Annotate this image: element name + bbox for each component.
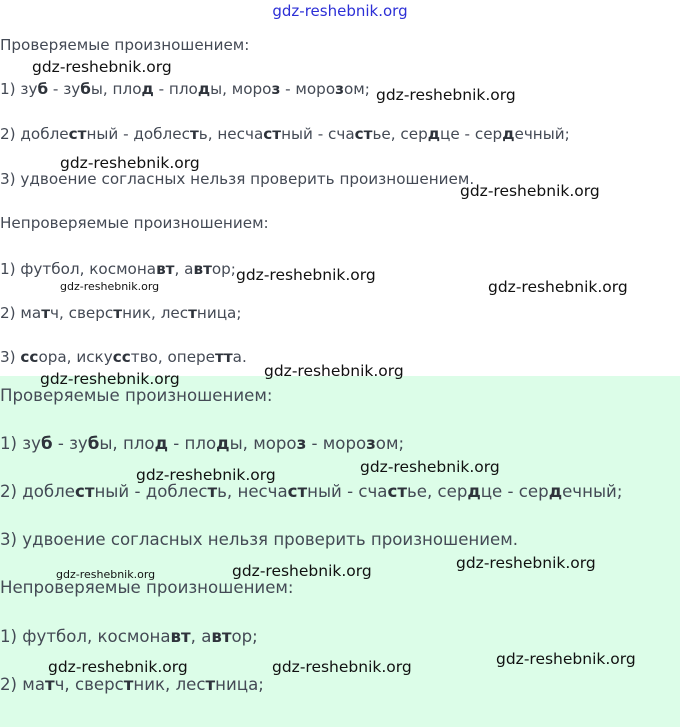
highlighted-letter: д — [427, 125, 441, 143]
watermark: gdz-reshebnik.org — [496, 650, 636, 668]
text-segment: ник, лес — [122, 304, 189, 322]
highlighted-letter: вт — [193, 260, 212, 278]
panel-checkable-item-1 — [0, 434, 404, 453]
watermark-top: gdz-reshebnik.org — [272, 2, 408, 20]
text-segment: ь, несча — [198, 125, 264, 143]
text-segment: ник, лес — [133, 675, 206, 694]
checkable-item-1 — [0, 80, 370, 98]
highlighted-letter: вт — [156, 260, 175, 278]
text-segment: ч, сверс — [54, 675, 124, 694]
text-segment: ь, несча — [217, 482, 288, 501]
text-segment: 3) удвоение согласных нельзя проверить произношением. — [0, 170, 475, 188]
highlighted-letter: д — [154, 434, 168, 453]
text-segment: , а — [174, 260, 194, 278]
highlighted-letter: т — [205, 675, 216, 694]
highlighted-letter: б — [37, 80, 49, 98]
checkable-item-3 — [0, 170, 474, 188]
watermark: gdz-reshebnik.org — [136, 466, 276, 484]
highlighted-letter: д — [197, 80, 211, 98]
highlighted-letter: сс — [112, 348, 131, 366]
text-segment: ный - сча — [281, 125, 355, 143]
text-segment: ы, моро — [210, 80, 272, 98]
text-segment: ор; — [231, 627, 258, 646]
text-segment: це - сер — [440, 125, 503, 143]
text-segment: ечный; — [514, 125, 570, 143]
highlighted-letter: т — [207, 482, 218, 501]
watermark: gdz-reshebnik.org — [56, 568, 156, 581]
highlighted-letter: вт — [211, 627, 232, 646]
highlighted-letter: т — [45, 675, 55, 694]
highlighted-letter: з — [366, 434, 376, 453]
text-segment: ница; — [196, 304, 242, 322]
watermark: gdz-reshebnik.org — [60, 154, 200, 172]
highlighted-letter: вт — [170, 627, 191, 646]
text-segment: - пло — [153, 80, 198, 98]
panel-heading-checkable: Проверяемые произношением: — [0, 386, 273, 405]
watermark: gdz-reshebnik.org — [32, 58, 172, 76]
watermark: gdz-reshebnik.org — [236, 266, 376, 284]
highlighted-letter: з — [335, 80, 344, 98]
highlighted-letter: ст — [354, 125, 373, 143]
highlighted-letter: ст — [263, 125, 282, 143]
watermark: gdz-reshebnik.org — [376, 86, 516, 104]
text-segment: ч, сверс — [50, 304, 114, 322]
text-segment: ница; — [215, 675, 264, 694]
watermark: gdz-reshebnik.org — [60, 280, 160, 293]
watermark: gdz-reshebnik.org — [264, 362, 404, 380]
panel-uncheckable-item-1 — [0, 627, 258, 646]
panel-checkable-item-2 — [0, 482, 622, 501]
text-segment: ный - доблес — [86, 125, 190, 143]
highlighted-letter: тт — [215, 348, 233, 366]
text-segment: ора, иску — [38, 348, 113, 366]
watermark: gdz-reshebnik.org — [40, 370, 180, 388]
highlighted-letter: з — [296, 434, 307, 453]
highlighted-letter: б — [40, 434, 53, 453]
text-segment: ом; — [343, 80, 370, 98]
watermark: gdz-reshebnik.org — [456, 554, 596, 572]
watermark: gdz-reshebnik.org — [48, 658, 188, 676]
panel-uncheckable-item-2 — [0, 675, 264, 694]
text-segment: 3) удвоение согласных нельзя проверить произношением. — [0, 530, 519, 549]
watermark: gdz-reshebnik.org — [232, 562, 372, 580]
highlighted-letter: ст — [74, 482, 95, 501]
heading-uncheckable: Непроверяемые произношением: — [0, 214, 269, 232]
watermark: gdz-reshebnik.org — [488, 278, 628, 296]
uncheckable-item-2 — [0, 304, 241, 322]
text-segment: 1) зу — [0, 434, 41, 453]
text-segment: - зу — [52, 434, 88, 453]
highlighted-letter: т — [41, 304, 50, 322]
text-segment: 2) ма — [0, 675, 45, 694]
text-segment: 1) зу — [0, 80, 38, 98]
highlighted-letter: ст — [68, 125, 87, 143]
highlighted-letter: д — [216, 434, 230, 453]
text-segment: ье, сер — [406, 482, 468, 501]
highlighted-letter: д — [141, 80, 154, 98]
highlighted-letter: б — [87, 434, 100, 453]
uncheckable-item-3 — [0, 348, 247, 366]
panel-heading-uncheckable: Непроверяемые произношением: — [0, 578, 294, 597]
highlighted-letter: з — [271, 80, 281, 98]
text-segment: - пло — [168, 434, 217, 453]
text-segment: ом; — [375, 434, 405, 453]
highlighted-letter: б — [80, 80, 91, 98]
text-segment: 3) — [0, 348, 21, 366]
text-segment: 2) ма — [0, 304, 42, 322]
text-segment: 2) добле — [0, 482, 75, 501]
highlighted-letter: д — [502, 125, 515, 143]
text-segment: ы, пло — [99, 434, 155, 453]
panel-checkable-item-3 — [0, 530, 518, 549]
highlighted-letter: т — [189, 125, 199, 143]
watermark: gdz-reshebnik.org — [360, 458, 500, 476]
text-segment: ечный; — [562, 482, 623, 501]
text-segment: - моро — [306, 434, 367, 453]
text-segment: 1) футбол, космона — [0, 260, 157, 278]
text-segment: ор; — [211, 260, 236, 278]
highlighted-letter: сс — [20, 348, 39, 366]
text-segment: ы, моро — [229, 434, 297, 453]
highlighted-letter: ст — [387, 482, 407, 501]
text-segment: - моро — [280, 80, 336, 98]
highlighted-letter: т — [188, 304, 197, 322]
highlighted-letter: т — [123, 675, 134, 694]
text-segment: 2) добле — [0, 125, 69, 143]
text-segment: ы, пло — [90, 80, 142, 98]
text-segment: 1) футбол, космона — [0, 627, 171, 646]
watermark: gdz-reshebnik.org — [272, 658, 412, 676]
highlighted-letter: ст — [287, 482, 308, 501]
text-segment: а. — [232, 348, 247, 366]
watermark: gdz-reshebnik.org — [460, 182, 600, 200]
text-segment: ье, сер — [372, 125, 428, 143]
text-segment: це - сер — [480, 482, 549, 501]
text-segment: ный - доблес — [94, 482, 208, 501]
text-segment: , а — [190, 627, 212, 646]
text-segment: тво, опере — [130, 348, 216, 366]
uncheckable-item-1 — [0, 260, 236, 278]
highlighted-letter: т — [113, 304, 123, 322]
text-segment: - зу — [48, 80, 81, 98]
highlighted-letter: д — [548, 482, 563, 501]
checkable-item-2 — [0, 125, 570, 143]
text-segment: ный - сча — [307, 482, 388, 501]
highlighted-letter: д — [467, 482, 481, 501]
heading-checkable: Проверяемые произношением: — [0, 36, 250, 54]
